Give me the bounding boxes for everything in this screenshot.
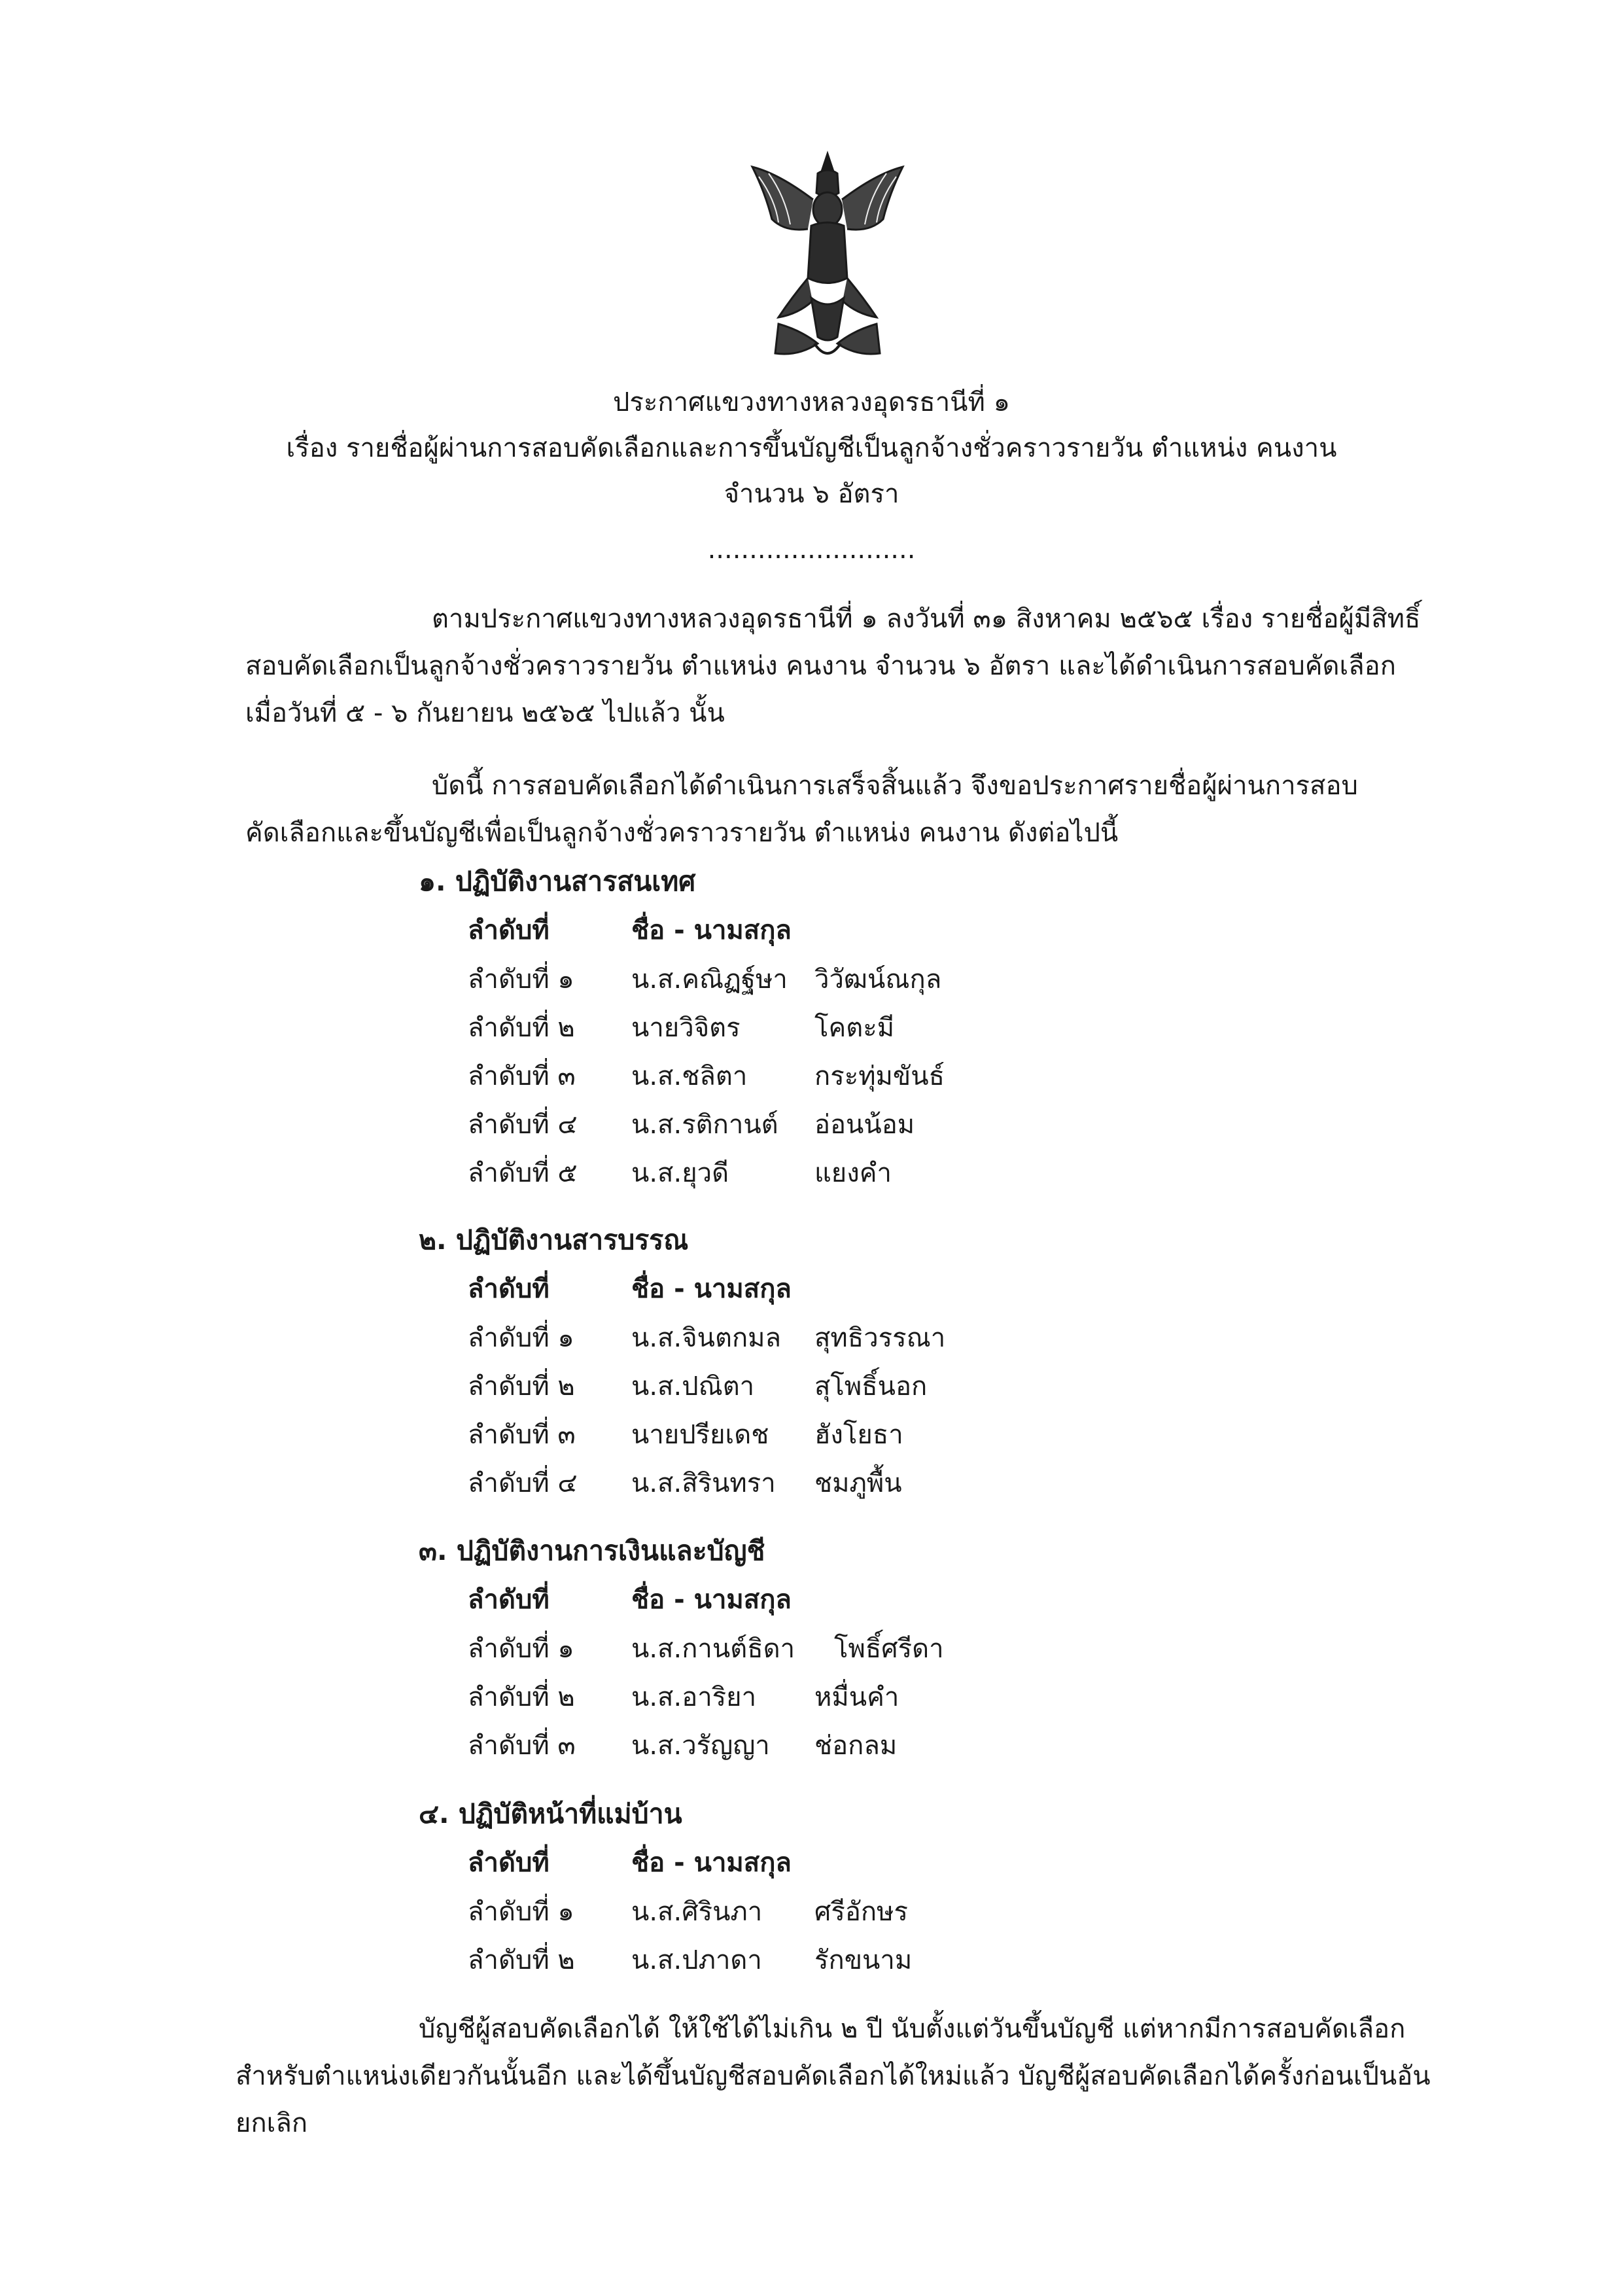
list-item-last-name: หมื่นคำ <box>814 1682 899 1712</box>
section-title: ๔. ปฏิบัติหน้าที่แม่บ้าน <box>419 1798 682 1829</box>
list-item <box>468 1629 1056 1669</box>
list-header <box>468 1843 1056 1882</box>
list-item-last-name: รักขนาม <box>814 1945 913 1975</box>
section-title: ๑. ปฏิบัติงานสารสนเทศ <box>419 866 696 897</box>
list-item <box>468 1105 1056 1144</box>
announcement-title: ประกาศแขวงทางหลวงอุดรธานีที่ ๑ <box>613 387 1010 417</box>
list-item <box>468 1367 1056 1406</box>
list-header-name: ชื่อ - นามสกุล <box>631 1585 792 1615</box>
list-item <box>468 1892 1056 1932</box>
announce-line-2: คัดเลือกและขึ้นบัญชีเพื่อเป็นลูกจ้างชั่วคราวรายวัน ตำแหน่ง คนงาน ดังต่อไปนี้ <box>245 818 1119 848</box>
list-item <box>468 1415 1056 1455</box>
list-item-first-name: น.ส.วรัญญา <box>631 1731 770 1761</box>
list-item-last-name: โคตะมี <box>814 1013 895 1043</box>
garuda-emblem-icon <box>739 147 916 373</box>
section-title: ๓. ปฏิบัติงานการเงินและบัญชี <box>419 1535 765 1566</box>
list-item <box>468 1464 1056 1503</box>
list-item-order: ลำดับที่ ๑ <box>468 1897 574 1927</box>
list-item-last-name: สุทธิวรรณา <box>814 1323 946 1353</box>
list-item-order: ลำดับที่ ๑ <box>468 1634 574 1664</box>
list-item-order: ลำดับที่ ๔ <box>468 1110 578 1140</box>
announce-line-1: บัดนี้ การสอบคัดเลือกได้ดำเนินการเสร็จสิ้นแล้ว จึงขอประกาศรายชื่อผู้ผ่านการสอบ <box>432 771 1358 801</box>
list-item-last-name: แยงคำ <box>814 1158 892 1188</box>
list-header <box>468 1580 1056 1619</box>
list-item <box>468 1726 1056 1765</box>
list-item-last-name: ช่อกลม <box>814 1731 898 1761</box>
intro-line-1: ตามประกาศแขวงทางหลวงอุดรธานีที่ ๑ ลงวันที่ ๓๑ สิงหาคม ๒๕๖๕ เรื่อง รายชื่อผู้มีสิทธิ์ <box>432 604 1421 634</box>
list-header <box>468 1269 1056 1309</box>
list-item-last-name: สุโพธิ์นอก <box>814 1371 928 1402</box>
list-item-first-name: น.ส.ปภาดา <box>631 1945 762 1975</box>
section-title: ๒. ปฏิบัติงานสารบรรณ <box>419 1224 689 1256</box>
list-item-last-name: โพธิ์ศรีดา <box>834 1634 944 1664</box>
list-item-first-name: น.ส.ยุวดี <box>631 1158 729 1188</box>
closing-line-3: ยกเลิก <box>236 2108 308 2138</box>
list-item-order: ลำดับที่ ๓ <box>468 1420 576 1450</box>
intro-line-3: เมื่อวันที่ ๕ - ๖ กันยายน ๒๕๖๕ ไปแล้ว นั้น <box>245 698 725 728</box>
list-item-order: ลำดับที่ ๓ <box>468 1061 576 1091</box>
list-item-first-name: นายวิจิตร <box>631 1013 741 1043</box>
closing-line-1: บัญชีผู้สอบคัดเลือกได้ ให้ใช้ได้ไม่เกิน ๒ ปี นับตั้งแต่วันขึ้นบัญชี แต่หากมีการสอบคัดเลือก <box>419 2014 1406 2044</box>
list-header-name: ชื่อ - นามสกุล <box>631 1848 792 1878</box>
list-item-first-name: น.ส.สิรินทรา <box>631 1468 776 1498</box>
list-item-first-name: นายปรียเดช <box>631 1420 769 1450</box>
list-item-first-name: น.ส.อาริยา <box>631 1682 757 1712</box>
list-item <box>468 960 1056 999</box>
list-header <box>468 911 1056 950</box>
list-item <box>468 1154 1056 1193</box>
list-item-order: ลำดับที่ ๒ <box>468 1945 575 1975</box>
list-item-last-name: อ่อนน้อม <box>814 1110 915 1140</box>
list-item <box>468 1678 1056 1717</box>
list-item-order: ลำดับที่ ๒ <box>468 1371 575 1402</box>
announcement-subject: เรื่อง รายชื่อผู้ผ่านการสอบคัดเลือกและการขึ้นบัญชีเป็นลูกจ้างชั่วคราวรายวัน ตำแหน่ง คนงาน <box>286 433 1337 463</box>
list-item <box>468 1318 1056 1358</box>
intro-line-2: สอบคัดเลือกเป็นลูกจ้างชั่วคราวรายวัน ตำแหน่ง คนงาน จำนวน ๖ อัตรา และได้ดำเนินการสอบคัดเลือก <box>245 651 1396 681</box>
list-item-last-name: ชมภูพื้น <box>814 1468 902 1498</box>
list-item-first-name: น.ส.ปณิตา <box>631 1371 755 1402</box>
list-item-first-name: น.ส.คณิฏฐ์ษา <box>631 964 788 995</box>
list-item <box>468 1941 1056 1980</box>
list-item <box>468 1008 1056 1048</box>
list-item <box>468 1057 1056 1096</box>
list-item-first-name: น.ส.รติกานต์ <box>631 1110 778 1140</box>
list-item-first-name: น.ส.ชลิตา <box>631 1061 748 1091</box>
list-item-order: ลำดับที่ ๒ <box>468 1013 575 1043</box>
list-item-order: ลำดับที่ ๑ <box>468 964 574 995</box>
list-header-name: ชื่อ - นามสกุล <box>631 915 792 945</box>
list-item-order: ลำดับที่ ๓ <box>468 1731 576 1761</box>
announcement-quota: จำนวน ๖ อัตรา <box>724 479 899 509</box>
list-header-order: ลำดับที่ <box>468 1848 550 1878</box>
header-separator: ......................... <box>707 535 916 565</box>
list-item-last-name: วิวัฒน์ณกุล <box>814 964 942 995</box>
list-header-order: ลำดับที่ <box>468 1274 550 1304</box>
list-item-last-name: กระทุ่มขันธ์ <box>814 1061 945 1091</box>
list-header-order: ลำดับที่ <box>468 915 550 945</box>
list-header-order: ลำดับที่ <box>468 1585 550 1615</box>
list-item-last-name: ศรีอักษร <box>814 1897 908 1927</box>
list-item-last-name: ฮังโยธา <box>814 1420 903 1450</box>
list-header-name: ชื่อ - นามสกุล <box>631 1274 792 1304</box>
list-item-first-name: น.ส.กานต์ธิดา <box>631 1634 795 1664</box>
list-item-order: ลำดับที่ ๔ <box>468 1468 578 1498</box>
list-item-order: ลำดับที่ ๑ <box>468 1323 574 1353</box>
closing-line-2: สำหรับตำแหน่งเดียวกันนั้นอีก และได้ขึ้นบัญชีสอบคัดเลือกได้ใหม่แล้ว บัญชีผู้สอบคัดเลือกได้ครั้งก่อนเป็นอัน <box>236 2061 1431 2091</box>
list-item-order: ลำดับที่ ๕ <box>468 1158 578 1188</box>
list-item-first-name: น.ส.จินตกมล <box>631 1323 782 1353</box>
list-item-first-name: น.ส.ศิรินภา <box>631 1897 763 1927</box>
list-item-order: ลำดับที่ ๒ <box>468 1682 575 1712</box>
